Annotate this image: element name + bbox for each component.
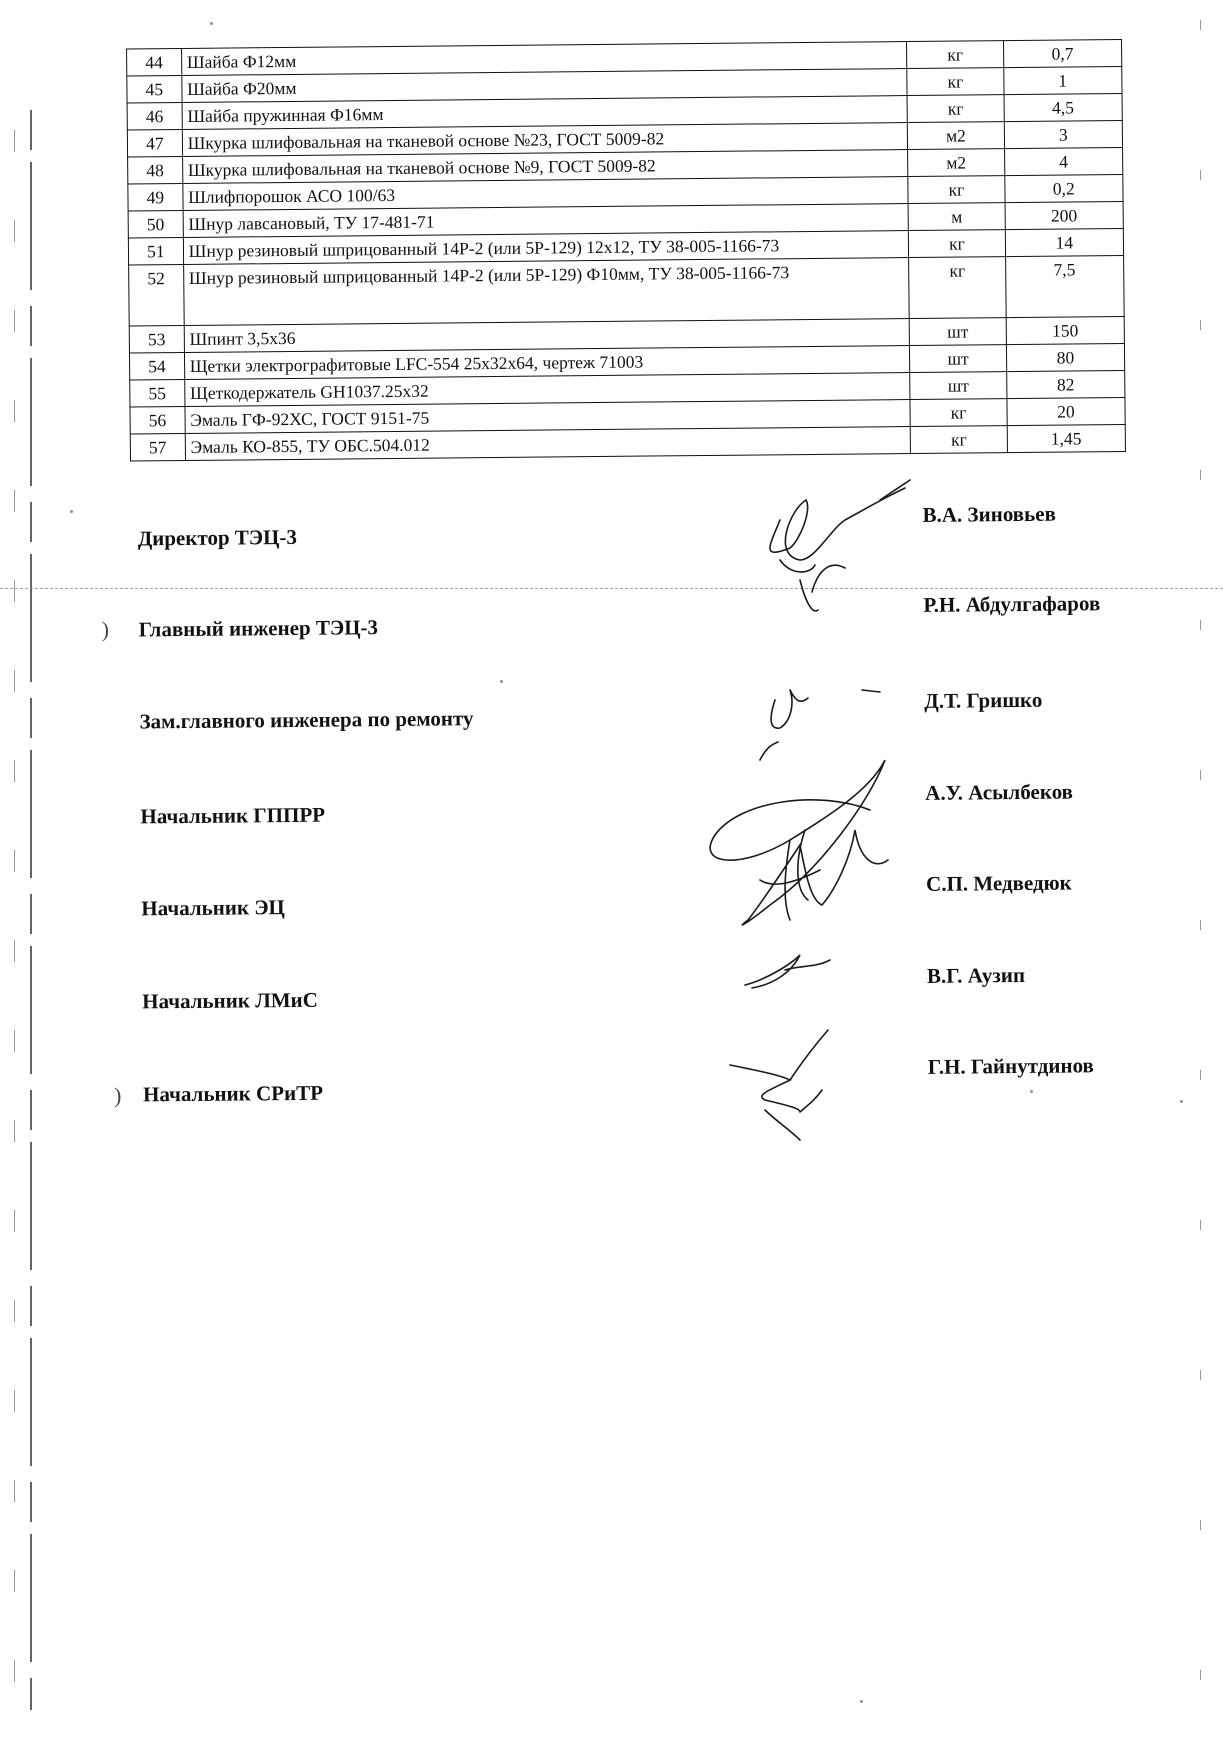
unit-of-measure: кг [910, 399, 1007, 427]
signatory-role: Начальник ЭЦ [141, 895, 285, 921]
quantity: 0,2 [1005, 174, 1124, 202]
row-number: 50 [128, 211, 183, 239]
unit-of-measure: м [908, 203, 1005, 231]
signatory-role: Зам.главного инженера по ремонту [139, 706, 474, 734]
quantity: 14 [1005, 228, 1124, 256]
signatory-role: Начальник ЛМиС [142, 987, 319, 1014]
quantity: 20 [1007, 397, 1126, 425]
materials-table [126, 39, 1126, 462]
quantity: 1 [1003, 66, 1122, 94]
row-number: 46 [127, 103, 182, 131]
signatory-name: Д.Т. Гришко [924, 687, 1043, 713]
row-number: 47 [127, 130, 182, 158]
signatory-role: Главный инженер ТЭЦ-3 [138, 615, 379, 642]
binding-hole-mark: ) [113, 1082, 122, 1108]
signatory-name: В.Г. Аузип [926, 962, 1026, 988]
unit-of-measure: кг [907, 95, 1004, 123]
unit-of-measure: шт [910, 345, 1007, 373]
row-number: 57 [130, 433, 185, 461]
unit-of-measure: кг [909, 257, 1006, 319]
material-name: Шпинт 3,5х36 [184, 319, 910, 353]
quantity: 82 [1006, 370, 1125, 398]
unit-of-measure: кг [909, 230, 1006, 258]
signatory-name: Р.Н. Абдулгафаров [923, 591, 1101, 617]
material-name: Шкурка шлифовальная на тканевой основе №23, ГОСТ 5009-82 [182, 123, 908, 157]
quantity: 150 [1006, 316, 1125, 344]
material-name: Щетки электрографитовые LFC-554 25х32х64, чертеж 71003 [184, 346, 910, 380]
row-number: 44 [127, 49, 182, 77]
unit-of-measure: кг [907, 41, 1004, 69]
row-number: 49 [128, 184, 183, 212]
row-number: 53 [129, 325, 184, 353]
material-name: Шнур резиновый шприцованный 14Р-2 (или 5Р-129) Ф10мм, ТУ 38-005-1166-73 [183, 258, 909, 326]
unit-of-measure: м2 [908, 122, 1005, 150]
material-name: Шайба Ф20мм [182, 69, 908, 103]
row-number: 45 [127, 76, 182, 104]
unit-of-measure: кг [907, 68, 1004, 96]
unit-of-measure: м2 [908, 149, 1005, 177]
material-name: Шайба Ф12мм [181, 42, 907, 76]
row-number: 54 [129, 352, 184, 380]
material-name: Шнур лавсановый, ТУ 17-481-71 [183, 204, 909, 238]
material-name: Шнур резиновый шприцованный 14Р-2 (или 5Р-129) 12х12, ТУ 38-005-1166-73 [183, 231, 909, 265]
material-name: Эмаль КО-855, ТУ ОБС.504.012 [185, 427, 911, 461]
quantity: 200 [1005, 201, 1124, 229]
quantity: 4 [1004, 147, 1123, 175]
quantity: 1,45 [1007, 424, 1126, 452]
quantity: 0,7 [1003, 39, 1122, 67]
material-name: Шкурка шлифовальная на тканевой основе №9, ГОСТ 5009-82 [182, 150, 908, 184]
material-name: Шлифпорошок АСО 100/63 [183, 177, 909, 211]
row-number: 55 [130, 379, 185, 407]
row-number: 48 [128, 157, 183, 185]
signatory-role: Начальник СРиТР [142, 1080, 324, 1107]
row-number: 52 [129, 264, 184, 326]
material-name: Шайба пружинная Ф16мм [182, 96, 908, 130]
quantity: 80 [1006, 343, 1125, 371]
material-name: Щеткодержатель GH1037.25х32 [184, 373, 910, 407]
binding-hole-mark: ) [101, 616, 110, 642]
signatory-name: А.У. Асылбеков [925, 779, 1074, 805]
unit-of-measure: кг [908, 176, 1005, 204]
unit-of-measure: кг [911, 426, 1008, 454]
signatory-role: Начальник ГППРР [140, 802, 326, 829]
row-number: 51 [128, 238, 183, 266]
signatory-name: Г.Н. Гайнутдинов [927, 1053, 1094, 1079]
unit-of-measure: шт [910, 318, 1007, 346]
signatory-name: В.А. Зиновьев [922, 501, 1056, 527]
material-name: Эмаль ГФ-92ХС, ГОСТ 9151-75 [185, 400, 911, 434]
unit-of-measure: шт [910, 372, 1007, 400]
quantity: 3 [1004, 120, 1123, 148]
quantity: 4,5 [1004, 93, 1123, 121]
table-row [129, 255, 1125, 326]
signatory-role: Директор ТЭЦ-3 [137, 524, 298, 551]
signatory-name: С.П. Медведюк [925, 870, 1072, 896]
row-number: 56 [130, 406, 185, 434]
quantity: 7,5 [1005, 255, 1124, 317]
